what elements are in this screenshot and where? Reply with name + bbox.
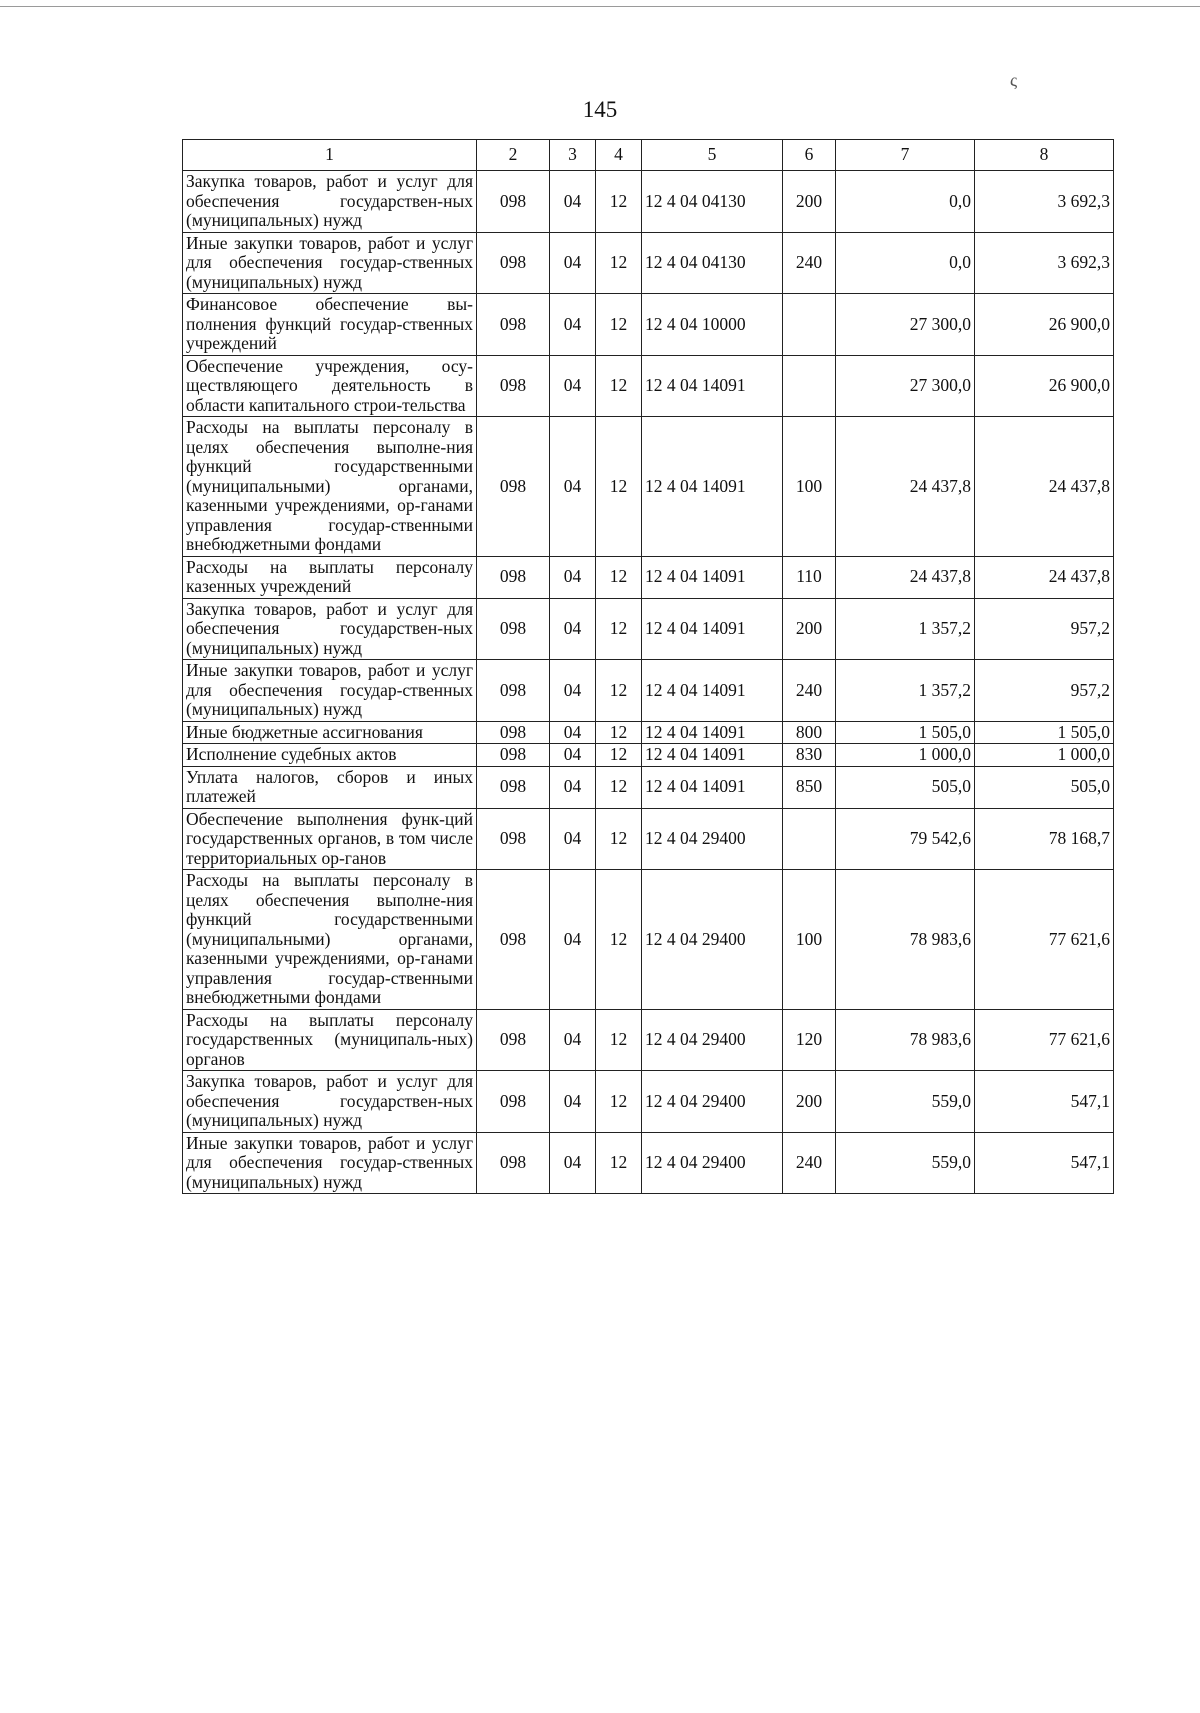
subsection-code: 12	[596, 744, 642, 767]
ministry-code: 098	[477, 766, 550, 808]
ministry-code: 098	[477, 294, 550, 356]
amount-year-2: 26 900,0	[975, 355, 1114, 417]
section-code: 04	[550, 870, 596, 1010]
header-cell: 2	[477, 140, 550, 171]
target-article-code: 12 4 04 04130	[642, 171, 783, 233]
target-article-code: 12 4 04 29400	[642, 808, 783, 870]
ministry-code: 098	[477, 870, 550, 1010]
header-cell: 6	[783, 140, 836, 171]
ministry-code: 098	[477, 1132, 550, 1194]
expense-type-code	[783, 808, 836, 870]
row-name: Расходы на выплаты персоналу в целях обеспечения выполне-ния функций государственными (муниципальными) органами, казенными учреждениями, ор-ганами управления государ-ственными внебюджетными фондами	[183, 870, 477, 1010]
subsection-code: 12	[596, 808, 642, 870]
section-code: 04	[550, 1071, 596, 1133]
amount-year-2: 505,0	[975, 766, 1114, 808]
expense-type-code: 200	[783, 1071, 836, 1133]
ministry-code: 098	[477, 417, 550, 557]
amount-year-1: 0,0	[836, 171, 975, 233]
subsection-code: 12	[596, 870, 642, 1010]
row-name: Обеспечение выполнения функ-ций государственных органов, в том числе территориальных ор-ганов	[183, 808, 477, 870]
amount-year-2: 24 437,8	[975, 556, 1114, 598]
table-row	[183, 1132, 1114, 1194]
row-name: Уплата налогов, сборов и иных платежей	[183, 766, 477, 808]
row-name: Закупка товаров, работ и услуг для обеспечения государствен-ных (муниципальных) нужд	[183, 1071, 477, 1133]
subsection-code: 12	[596, 1132, 642, 1194]
amount-year-1: 559,0	[836, 1071, 975, 1133]
ministry-code: 098	[477, 598, 550, 660]
subsection-code: 12	[596, 232, 642, 294]
target-article-code: 12 4 04 14091	[642, 355, 783, 417]
target-article-code: 12 4 04 04130	[642, 232, 783, 294]
amount-year-2: 547,1	[975, 1071, 1114, 1133]
expense-type-code: 100	[783, 417, 836, 557]
table-row	[183, 598, 1114, 660]
table-row	[183, 870, 1114, 1010]
section-code: 04	[550, 171, 596, 233]
section-code: 04	[550, 232, 596, 294]
target-article-code: 12 4 04 14091	[642, 556, 783, 598]
table-row	[183, 294, 1114, 356]
amount-year-2: 1 000,0	[975, 744, 1114, 767]
section-code: 04	[550, 417, 596, 557]
target-article-code: 12 4 04 14091	[642, 766, 783, 808]
table-row	[183, 171, 1114, 233]
expense-type-code: 240	[783, 1132, 836, 1194]
subsection-code: 12	[596, 660, 642, 722]
target-article-code: 12 4 04 29400	[642, 1009, 783, 1071]
header-cell: 4	[596, 140, 642, 171]
expense-type-code: 120	[783, 1009, 836, 1071]
row-name: Иные закупки товаров, работ и услуг для обеспечения государ-ственных (муниципальных) нужд	[183, 660, 477, 722]
subsection-code: 12	[596, 171, 642, 233]
target-article-code: 12 4 04 14091	[642, 744, 783, 767]
row-name: Расходы на выплаты персоналу государственных (муниципаль-ных) органов	[183, 1009, 477, 1071]
table-body	[183, 171, 1114, 1194]
section-code: 04	[550, 1009, 596, 1071]
table-row	[183, 556, 1114, 598]
amount-year-1: 27 300,0	[836, 294, 975, 356]
row-name: Иные закупки товаров, работ и услуг для обеспечения государ-ственных (муниципальных) нужд	[183, 1132, 477, 1194]
target-article-code: 12 4 04 14091	[642, 598, 783, 660]
header-cell: 3	[550, 140, 596, 171]
section-code: 04	[550, 721, 596, 744]
ministry-code: 098	[477, 660, 550, 722]
row-name: Исполнение судебных актов	[183, 744, 477, 767]
section-code: 04	[550, 808, 596, 870]
amount-year-2: 547,1	[975, 1132, 1114, 1194]
expense-type-code: 110	[783, 556, 836, 598]
expense-type-code	[783, 355, 836, 417]
row-name: Иные бюджетные ассигнования	[183, 721, 477, 744]
amount-year-1: 78 983,6	[836, 870, 975, 1010]
table-row	[183, 355, 1114, 417]
header-cell: 7	[836, 140, 975, 171]
expense-type-code: 200	[783, 598, 836, 660]
budget-table	[182, 139, 1114, 1194]
row-name: Закупка товаров, работ и услуг для обеспечения государствен-ных (муниципальных) нужд	[183, 598, 477, 660]
table-row	[183, 721, 1114, 744]
expense-type-code: 850	[783, 766, 836, 808]
table-row	[183, 808, 1114, 870]
amount-year-1: 1 357,2	[836, 598, 975, 660]
ministry-code: 098	[477, 1071, 550, 1133]
amount-year-2: 77 621,6	[975, 1009, 1114, 1071]
row-name: Расходы на выплаты персоналу в целях обеспечения выполне-ния функций государственными (муниципальными) органами, казенными учреждениями, ор-ганами управления государ-ственными внебюджетными фондами	[183, 417, 477, 557]
table-row	[183, 660, 1114, 722]
amount-year-1: 559,0	[836, 1132, 975, 1194]
section-code: 04	[550, 294, 596, 356]
amount-year-2: 1 505,0	[975, 721, 1114, 744]
target-article-code: 12 4 04 14091	[642, 417, 783, 557]
subsection-code: 12	[596, 556, 642, 598]
ministry-code: 098	[477, 556, 550, 598]
subsection-code: 12	[596, 721, 642, 744]
target-article-code: 12 4 04 14091	[642, 660, 783, 722]
corner-mark: ς	[1010, 70, 1018, 90]
target-article-code: 12 4 04 29400	[642, 870, 783, 1010]
table-row	[183, 1009, 1114, 1071]
row-name: Иные закупки товаров, работ и услуг для обеспечения государ-ственных (муниципальных) нужд	[183, 232, 477, 294]
subsection-code: 12	[596, 417, 642, 557]
row-name: Финансовое обеспечение вы-полнения функций государ-ственных учреждений	[183, 294, 477, 356]
expense-type-code: 240	[783, 232, 836, 294]
amount-year-1: 79 542,6	[836, 808, 975, 870]
subsection-code: 12	[596, 294, 642, 356]
amount-year-2: 957,2	[975, 598, 1114, 660]
table-row	[183, 766, 1114, 808]
expense-type-code	[783, 294, 836, 356]
amount-year-2: 3 692,3	[975, 171, 1114, 233]
header-cell: 1	[183, 140, 477, 171]
subsection-code: 12	[596, 598, 642, 660]
amount-year-2: 3 692,3	[975, 232, 1114, 294]
header-cell: 8	[975, 140, 1114, 171]
row-name: Обеспечение учреждения, осу-ществляющего деятельность в области капитального строи-тельства	[183, 355, 477, 417]
section-code: 04	[550, 744, 596, 767]
page-number: 145	[582, 97, 618, 122]
subsection-code: 12	[596, 1071, 642, 1133]
amount-year-1: 24 437,8	[836, 417, 975, 557]
amount-year-1: 1 357,2	[836, 660, 975, 722]
expense-type-code: 240	[783, 660, 836, 722]
table-row	[183, 417, 1114, 557]
section-code: 04	[550, 1132, 596, 1194]
row-name: Закупка товаров, работ и услуг для обеспечения государствен-ных (муниципальных) нужд	[183, 171, 477, 233]
subsection-code: 12	[596, 355, 642, 417]
expense-type-code: 800	[783, 721, 836, 744]
ministry-code: 098	[477, 1009, 550, 1071]
subsection-code: 12	[596, 766, 642, 808]
amount-year-1: 0,0	[836, 232, 975, 294]
amount-year-1: 27 300,0	[836, 355, 975, 417]
ministry-code: 098	[477, 232, 550, 294]
target-article-code: 12 4 04 14091	[642, 721, 783, 744]
expense-type-code: 830	[783, 744, 836, 767]
header-row	[183, 140, 1114, 171]
table-row	[183, 1071, 1114, 1133]
target-article-code: 12 4 04 29400	[642, 1071, 783, 1133]
subsection-code: 12	[596, 1009, 642, 1071]
amount-year-2: 77 621,6	[975, 870, 1114, 1010]
expense-type-code: 100	[783, 870, 836, 1010]
amount-year-1: 1 505,0	[836, 721, 975, 744]
section-code: 04	[550, 556, 596, 598]
amount-year-1: 24 437,8	[836, 556, 975, 598]
amount-year-2: 26 900,0	[975, 294, 1114, 356]
section-code: 04	[550, 660, 596, 722]
scan-edge-line	[0, 6, 1200, 7]
table-row	[183, 744, 1114, 767]
section-code: 04	[550, 355, 596, 417]
ministry-code: 098	[477, 355, 550, 417]
row-name: Расходы на выплаты персоналу казенных учреждений	[183, 556, 477, 598]
amount-year-2: 957,2	[975, 660, 1114, 722]
target-article-code: 12 4 04 29400	[642, 1132, 783, 1194]
ministry-code: 098	[477, 744, 550, 767]
amount-year-2: 78 168,7	[975, 808, 1114, 870]
ministry-code: 098	[477, 171, 550, 233]
section-code: 04	[550, 766, 596, 808]
ministry-code: 098	[477, 808, 550, 870]
amount-year-1: 505,0	[836, 766, 975, 808]
header-cell: 5	[642, 140, 783, 171]
section-code: 04	[550, 598, 596, 660]
ministry-code: 098	[477, 721, 550, 744]
amount-year-1: 1 000,0	[836, 744, 975, 767]
amount-year-2: 24 437,8	[975, 417, 1114, 557]
target-article-code: 12 4 04 10000	[642, 294, 783, 356]
table-row	[183, 232, 1114, 294]
expense-type-code: 200	[783, 171, 836, 233]
amount-year-1: 78 983,6	[836, 1009, 975, 1071]
